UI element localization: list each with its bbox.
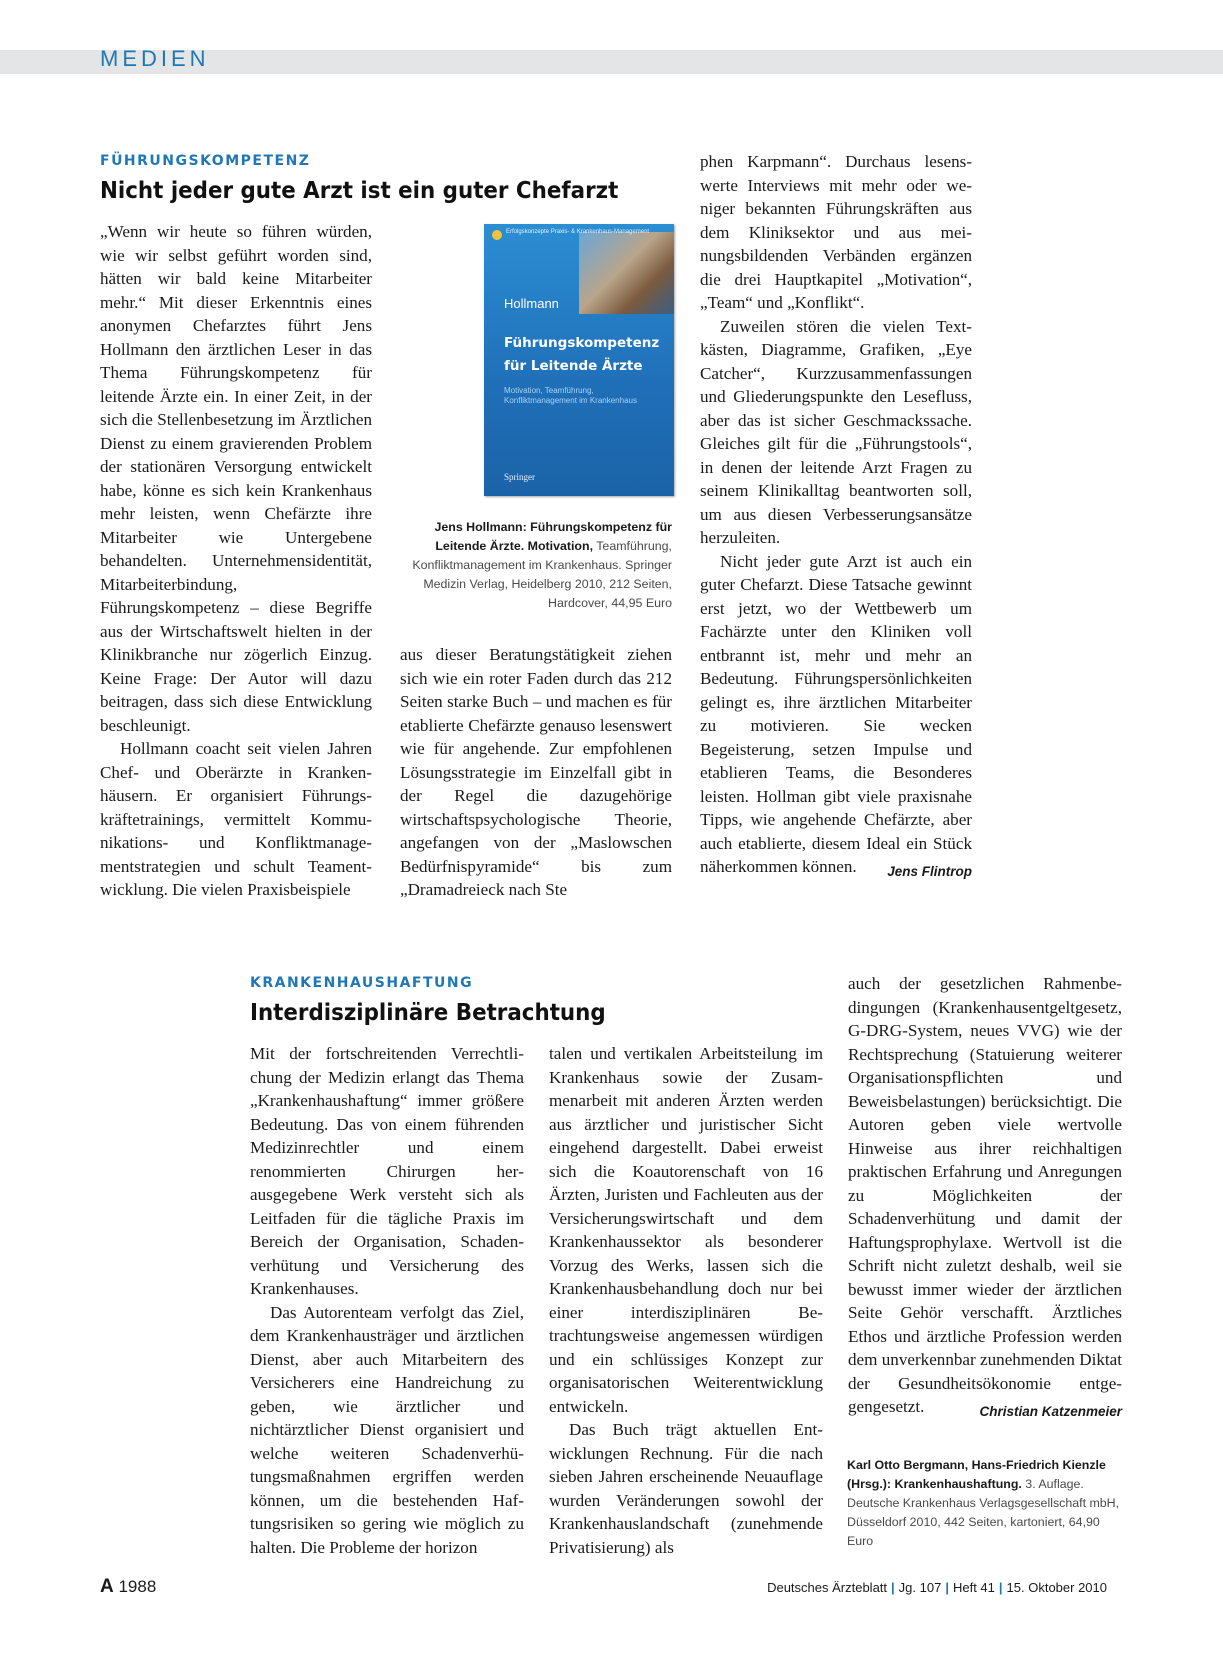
journal-issue: Heft 41 xyxy=(952,1580,995,1595)
info-bold: Karl Otto Bergmann, Hans-Friedrich Kienzle (Hrsg.): Krankenhaushaftung. xyxy=(847,1458,1106,1491)
footer-separator: | xyxy=(891,1580,895,1595)
article2-paragraph xyxy=(848,972,1122,1419)
article2-paragraph: talen und vertikalen Arbeitsteilung im Krankenhaus sowie der Zusammenarbeit mit anderen Ärzten werden aus ärztlicher und juristischer Sicht eingehend dargestellt. Dabei erweist sich die Koautorenschaft von 16 Ärzten, Juristen und Fachleuten aus der Versicherungswirtschaft und dem Krankenhaussektor als besonderer Vorzug des Werks, lassen sich die Krankenhausbehandlung doch nur bei einer interdisziplinären Betrachtungsweise angemessen würdigen und ein schlüssiges Konzept zur organisatorischen Weiterentwicklung entwickeln. xyxy=(549,1044,823,1416)
caption-bold: Jens Hollmann: Führungskompetenz für Leitende Ärzte. Motivation, xyxy=(434,520,672,553)
cover-author: Hollmann xyxy=(504,296,559,311)
page-number-value: 1988 xyxy=(118,1577,157,1596)
article2-paragraph: Das Buch trägt aktuellen Entwicklungen Rechnung. Für die nach sieben Jahren erscheinende Neuauflage wurden Veränderungen sowohl der Krankenhauslandschaft (zunehmende Privatisierung) als xyxy=(549,1420,823,1557)
article2-last-text: auch der gesetzlichen Rahmenbedingungen (Krankenhausentgeltgesetz, G-DRG-System, neues VVG) wie der Rechtsprechung (Statuierung weiterer Organisationspflichten und Beweisbelastungen) berücksichtigt. Die Autoren geben viele wertvolle Hinweise aus ihrer reichhaltigen praktischen Erfahrung und Anregungen zu Möglichkeiten der Schadenverhütung und damit der Haftungsprophylaxe. Wertvoll ist die Schrift nicht zuletzt deshalb, weil sie bewusst immer wieder der ärztlichen Seite Gehör verschafft. Ärztliches Ethos und ärztliche Profession werden dem unverkennbar zunehmenden Diktat der Gesundheitsökonomie entgegengesetzt. xyxy=(848,974,1122,1416)
article1-last-text: Nicht jeder gute Arzt ist auch ein guter Chefarzt. Diese Tatsache gewinnt erst jetzt, wo der Wettbewerb um Fachärzte unter den Kliniken voll entbrannt ist, mehr und mehr an Bedeutung. Führungspersönlichkeiten gelingt es, ihre ärztlichen Mitarbeiter zu motivieren. Sie wecken Begeisterung, setzen Impulse und etablieren Teams, die Besonderes leisten. Hollman gibt viele praxisnahe Tipps, wie angehende Chefärzte, aber auch etablierte, diesem Ideal ein Stück näherkommen können. xyxy=(700,551,972,876)
page-number xyxy=(100,1576,156,1598)
journal-name: Deutsches Ärzteblatt xyxy=(767,1580,888,1595)
article2-kicker: KRANKENHAUSHAFTUNG xyxy=(250,975,474,991)
article1-column-1 xyxy=(100,220,372,902)
cover-subtitle: Motivation, Teamführung, Konfliktmanagement im Krankenhaus xyxy=(504,386,637,405)
caption-rest: Teamführung, Konfliktmanagement im Krankenhaus. Springer Medizin Verlag, Heidelberg 2010, 212 Seiten, Hardcover, 44,95 Euro xyxy=(412,539,672,610)
article2-column-2 xyxy=(549,1042,823,1559)
book-info-box xyxy=(847,1456,1122,1551)
cover-photo xyxy=(579,232,674,314)
journal-footer xyxy=(767,1580,1107,1595)
article2-author: Christian Katzenmeier xyxy=(979,1404,1122,1419)
article1-column-3 xyxy=(700,150,972,884)
info-rest: 3. Auflage. Deutsche Krankenhaus Verlagsgesellschaft mbH, Düsseldorf 2010, 442 Seiten, kartoniert, 64,90 Euro xyxy=(847,1477,1120,1548)
article1-author: Jens Flintrop xyxy=(887,864,972,879)
article2-column-1 xyxy=(250,1042,524,1559)
article1-paragraph xyxy=(700,550,972,879)
journal-volume: Jg. 107 xyxy=(898,1580,942,1595)
article1-paragraph: „Wenn wir heute so führen würden, wie wir selbst geführt worden sind, hätten wir bald keine Mitarbeiter mehr.“ Mit dieser Erkenntnis eines anonymen Chefarztes führt Jens Hollmann den ärztlichen Leser in das Thema Führungskompetenz für leitende Ärzte ein. In einer Zeit, in der sich die Stellenbesetzung im Ärztlichen Dienst zu einem gravierenden Problem der stationären Versorgung entwickelt habe, könne es sich kein Krankenhaus mehr leisten, wenn Chefärzte ihre Mitarbeiter wie Untergebene behandelten. Unternehmensidentität, Mitarbeiterbindung, Führungskompetenz – diese Begriffe aus der Wirtschaftswelt hielten in der Klinikbranche nur zögerlich Einzug. Keine Frage: Der Autor will dazu beitragen, dass sich diese Entwicklung beschleunigt. xyxy=(100,222,372,735)
article1-paragraph: phen Karpmann“. Durchaus lesenswerte Interviews mit mehr oder weniger bekannten Führungskräften aus dem Kliniksektor und aus meinungsbildenden Verbänden ergänzen die drei Hauptkapitel „Motivation“, „Team“ und „Konflikt“. xyxy=(700,152,972,312)
article1-column-2 xyxy=(400,643,672,902)
cover-publisher: Springer xyxy=(504,472,535,482)
cover-title: Führungskompetenz für Leitende Ärzte xyxy=(504,335,660,374)
publisher-logo-icon xyxy=(492,230,502,240)
article1-paragraph: Hollmann coacht seit vielen Jahren Chef- und Oberärzte in Krankenhäusern. Er organisiert Führungskräftetrainings, vermittelt Kommunikations- und Konfliktmanagementstrategien und schult Teamentwicklung. Die vielen Praxisbeispiele xyxy=(100,739,372,899)
article1-headline: Nicht jeder gute Arzt ist ein guter Chefarzt xyxy=(100,178,619,204)
journal-date: 15. Oktober 2010 xyxy=(1006,1580,1107,1595)
book-cover-image xyxy=(484,224,674,496)
article2-column-3 xyxy=(848,972,1122,1424)
article1-paragraph: Zuweilen stören die vielen Textkästen, Diagramme, Grafiken, „Eye Catcher“, Kurzzusammenfassungen und Gliederungspunkte den Lesefluss, aber das ist sicher Geschmackssache. Gleiches gilt für die „Führungstools“, in denen der leitende Arzt Fragen zu seinem Klinikalltag beantworten soll, um aus diesen Verbesserungsansätze herzuleiten. xyxy=(700,316,972,547)
article2-paragraph: Mit der fortschreitenden Verrechtlichung der Medizin erlangt das Thema „Krankenhaushaftung“ immer größere Bedeutung. Das von einem führenden Medizinrechtler und einem renommierten Chirurgen herausgegebene Werk versteht sich als Leitfaden für die tägliche Praxis im Bereich der Organisation, Schadenverhütung und Versicherung des Krankenhauses. xyxy=(250,1044,524,1298)
section-label: MEDIEN xyxy=(100,46,210,71)
article1-kicker: FÜHRUNGSKOMPETENZ xyxy=(100,153,311,169)
footer-separator: | xyxy=(998,1580,1003,1595)
page-prefix: A xyxy=(100,1576,114,1597)
book-caption xyxy=(400,518,672,613)
article1-paragraph: aus dieser Beratungstätigkeit ziehen sich wie ein roter Faden durch das 212 Seiten starke Buch – und machen es für etablierte Chefärzte genauso lesenswert wie für angehende. Zur empfohlenen Lösungsstrategie im Einzelfall gibt in der Regel die dazugehörige wirtschaftspsychologische Theorie, angefangen von der „Maslowschen Bedürfnispyramide“ bis zum „Dramadreieck nach Ste xyxy=(400,645,672,899)
article2-headline: Interdisziplinäre Betrachtung xyxy=(250,1000,606,1026)
cover-series: Erfolgskonzepte Praxis- & Krankenhaus-Management xyxy=(506,229,650,235)
article2-paragraph: Das Autorenteam verfolgt das Ziel, dem Krankenhausträger und ärztlichen Dienst, aber auch Mitarbeitern des Versicherers eine Handreichung zu geben, wie ärztlicher und nichtärztlicher Dienst organisiert und welche weiteren Schadenverhütungsmaßnahmen ergriffen werden können, um die bestehenden Haftungsrisiken so gering wie möglich zu halten. Die Probleme der horizon xyxy=(250,1302,524,1557)
footer-separator: | xyxy=(945,1580,949,1595)
